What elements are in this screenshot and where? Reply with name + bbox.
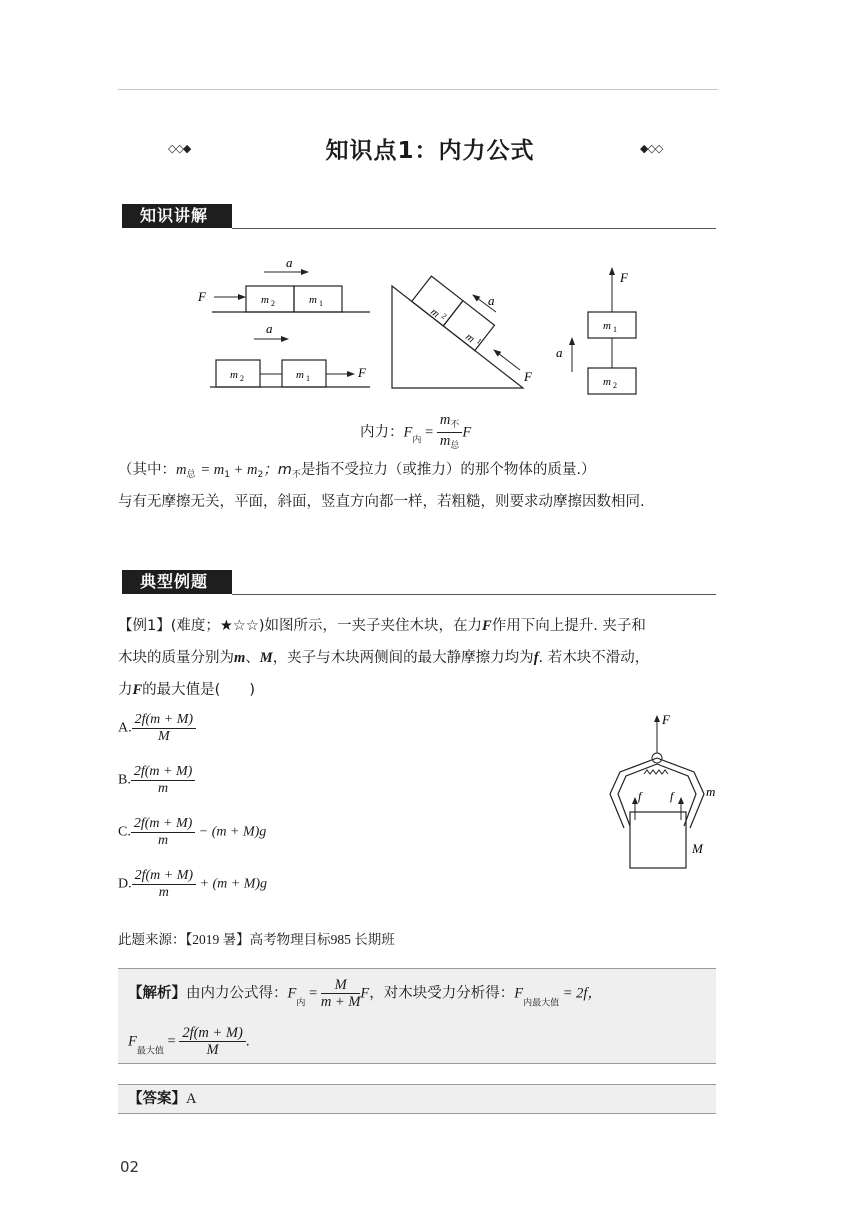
section-heading-examples: 典型例题: [122, 570, 232, 594]
label-m1-top: m: [309, 294, 317, 306]
svg-text:m: m: [230, 369, 238, 381]
svg-text:2: 2: [271, 299, 275, 308]
option-a[interactable]: A. $\frac{2f(m + M)}{M}$: [118, 712, 196, 745]
label-a-top: a: [286, 255, 293, 270]
top-rule: [118, 89, 718, 90]
svg-text:f: f: [638, 789, 642, 803]
example-question: 【例1】(难度；★☆☆)如图所示，一夹子夹住木块，在力F作用下向上提升. 夹子和 木块的质量分别为m、M，夹子与木块两侧间的最大静摩擦力均为f. 若木块不滑动， 力F的最大值是( ): [118, 618, 650, 698]
answer-label: 【答案】: [128, 1091, 186, 1107]
svg-text:m: m: [463, 330, 477, 346]
svg-text:2: 2: [439, 311, 449, 322]
option-b[interactable]: B. $\frac{2f(m + M)}{m}$: [118, 764, 195, 797]
svg-text:a: a: [556, 345, 563, 360]
svg-text:f: f: [670, 789, 674, 803]
svg-text:F: F: [620, 270, 628, 285]
section-rule-2: [232, 594, 716, 595]
svg-text:F: F: [524, 369, 532, 384]
inner-force-formula: 内力：$F_内$ = $\frac{m_不}{m_总}$ F: [360, 412, 560, 448]
svg-text:F: F: [662, 712, 670, 727]
page-title: 知识点1：内力公式: [325, 138, 535, 164]
title-decoration-left: ◇◇◆: [168, 142, 191, 155]
svg-text:m: m: [603, 376, 611, 388]
note-total-mass: （其中：$m_总$ = $m_1 + m_2$；$m_不$是指不受拉力（或推力）的那个物体的质量.）: [118, 462, 596, 480]
svg-text:m: m: [603, 320, 611, 332]
note-friction: 与有无摩擦无关，平面，斜面，竖直方向都一样，若粗糙，则要求动摩擦因数相同.: [118, 494, 645, 510]
svg-text:2: 2: [613, 381, 617, 390]
clamp-diagram: [598, 708, 728, 873]
label-F-top: F: [198, 289, 206, 304]
svg-text:1: 1: [613, 325, 617, 334]
svg-text:m: m: [428, 305, 442, 321]
analysis-line-2: $F_{最大值}$ = $\frac{2f(m + M)}{M}$ .: [128, 1025, 250, 1058]
analysis-line-1: 【解析】由内力公式得：$F_内$ = $\frac{M}{m + M}$ F，对木块受力分析得：$F_{内最大值} = 2f$，: [128, 977, 602, 1010]
answer-value: A: [186, 1091, 197, 1107]
option-d[interactable]: D. $\frac{2f(m + M)}{m}$ + (m + M)g: [118, 868, 268, 900]
svg-text:a: a: [488, 293, 495, 308]
analysis-box: [118, 968, 716, 1064]
svg-text:1: 1: [474, 336, 484, 347]
formula-fraction: $\frac{m_不}{m_总}$: [437, 412, 463, 453]
page-number: 02: [120, 1158, 140, 1176]
svg-text:M: M: [692, 841, 703, 856]
svg-text:1: 1: [306, 374, 310, 383]
label-F-bottom: F: [358, 365, 366, 380]
answer-box: [118, 1084, 716, 1114]
svg-text:2: 2: [240, 374, 244, 383]
svg-text:1: 1: [319, 299, 323, 308]
title-decoration-right: ◆◇◇: [640, 142, 663, 155]
section-heading-knowledge: 知识讲解: [122, 204, 232, 228]
svg-text:m: m: [296, 369, 304, 381]
section-rule: [232, 228, 716, 229]
connected-bodies-diagram: [190, 250, 660, 400]
label-m2-top: m: [261, 294, 269, 306]
option-c[interactable]: C. $\frac{2f(m + M)}{m}$ − (m + M)g: [118, 816, 267, 848]
svg-text:m: m: [706, 784, 716, 799]
label-a-bottom: a: [266, 321, 273, 336]
question-source: 此题来源：【2019 暑】高考物理目标985 长期班: [118, 932, 395, 947]
